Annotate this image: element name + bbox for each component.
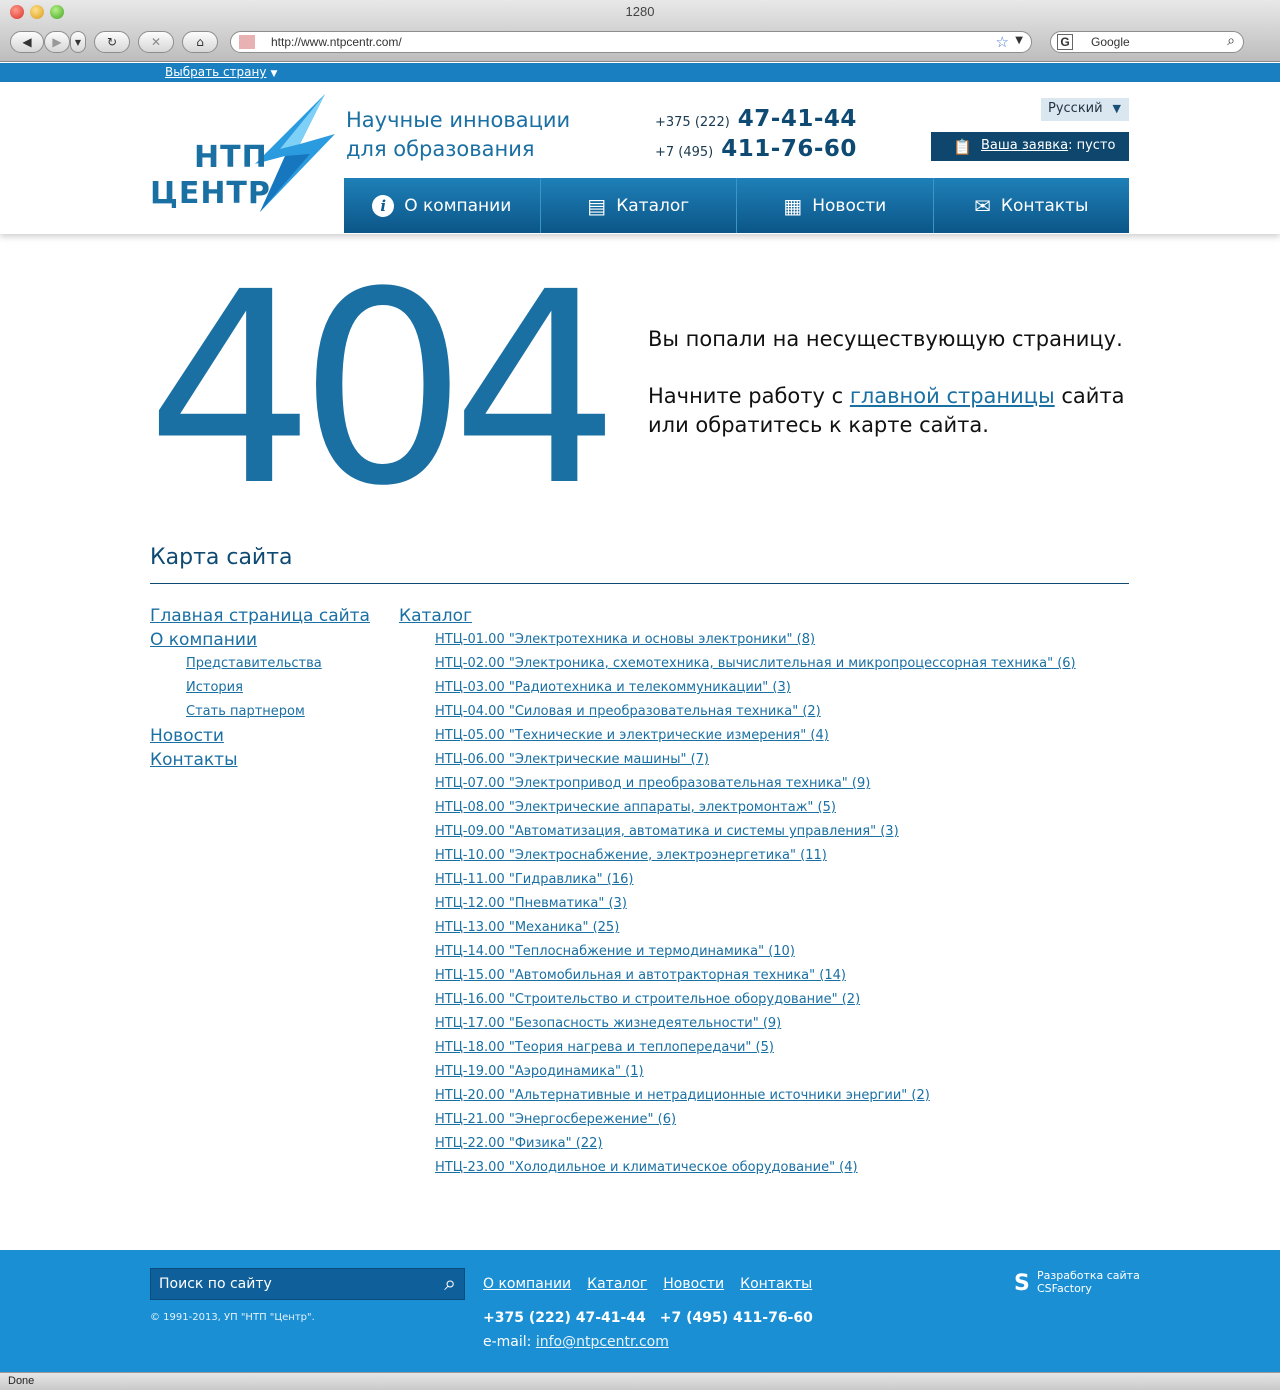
logo-text-line2: ЦЕНТР: [150, 176, 271, 211]
error-hint-before: Начните работу с: [648, 384, 844, 408]
sitemap-link-partner[interactable]: Стать партнером: [186, 704, 305, 719]
history-dropdown-button[interactable]: [70, 31, 86, 53]
stop-icon: ✕: [150, 35, 162, 49]
email-label: e-mail:: [483, 1334, 532, 1350]
site-header: [0, 82, 1280, 234]
sitemap-link-contacts[interactable]: Контакты: [150, 750, 238, 770]
catalog-item[interactable]: НТЦ-21.00 "Энергосбережение" (6): [435, 1112, 677, 1127]
site-footer: [0, 1250, 1280, 1372]
sitemap-link-home[interactable]: Главная страница сайта: [150, 606, 370, 626]
caret-down-icon: ▼: [270, 69, 278, 79]
dev-line2: CSFactory: [1037, 1282, 1092, 1295]
request-cart[interactable]: [931, 132, 1129, 161]
footer-phones: [483, 1310, 827, 1326]
sitemap-left-column: [150, 604, 370, 772]
catalog-item[interactable]: НТЦ-23.00 "Холодильное и климатическое оборудование" (4): [435, 1160, 858, 1175]
clipboard-icon: 📋: [953, 138, 972, 156]
sitemap-divider: [150, 583, 1129, 584]
catalog-item[interactable]: НТЦ-20.00 "Альтернативные и нетрадиционные источники энергии" (2): [435, 1088, 930, 1103]
error-hint-after: сайта: [1061, 384, 1125, 408]
back-arrow-icon: ◀: [22, 35, 32, 49]
error-message: Вы попали на несуществующую страницу.: [648, 327, 1123, 351]
back-button[interactable]: [10, 31, 44, 53]
nav-item-catalog[interactable]: [541, 178, 738, 233]
footer-link-catalog[interactable]: Каталог: [587, 1276, 648, 1292]
chevron-down-icon: ▼: [74, 37, 82, 47]
cart-link[interactable]: Ваша заявка: [981, 138, 1069, 153]
logo[interactable]: [150, 94, 340, 214]
nav-label: Каталог: [616, 195, 690, 216]
catalog-item[interactable]: НТЦ-17.00 "Безопасность жизнедеятельности" (9): [435, 1016, 782, 1031]
url-dropdown-icon[interactable]: ▼: [1015, 35, 1023, 46]
status-text: Done: [8, 1375, 35, 1387]
google-engine-icon[interactable]: G: [1057, 34, 1073, 50]
footer-search[interactable]: [150, 1268, 465, 1300]
catalog-item[interactable]: НТЦ-08.00 "Электрические аппараты, электромонтаж" (5): [435, 800, 836, 815]
catalog-item[interactable]: НТЦ-02.00 "Электроника, схемотехника, вычислительная и микропроцессорная техника" (6): [435, 656, 1076, 671]
browser-search-input[interactable]: Google: [1091, 35, 1130, 49]
catalog-item[interactable]: НТЦ-03.00 "Радиотехника и телекоммуникации" (3): [435, 680, 791, 695]
stop-button[interactable]: [138, 31, 174, 53]
dev-line1: Разработка сайта: [1037, 1269, 1140, 1282]
cart-status: : пусто: [1068, 138, 1116, 153]
footer-nav: [483, 1276, 812, 1292]
newspaper-icon: ▦: [783, 193, 803, 218]
info-icon: i: [372, 195, 394, 217]
home-icon: ⌂: [196, 35, 204, 49]
sitemap-title: Карта сайта: [150, 545, 293, 570]
language-selector[interactable]: [1041, 98, 1129, 121]
footer-link-about[interactable]: О компании: [483, 1276, 572, 1292]
developer-credit[interactable]: [1014, 1269, 1140, 1295]
search-icon[interactable]: ⌕: [1227, 33, 1235, 49]
top-strip: [0, 63, 1280, 82]
copyright: © 1991-2013, УП "НТП "Центр".: [150, 1312, 315, 1323]
csfactory-logo-icon: S: [1014, 1271, 1030, 1296]
address-bar[interactable]: [230, 31, 1032, 53]
bookmark-star-icon[interactable]: ☆: [995, 33, 1009, 51]
forward-arrow-icon: ▶: [52, 35, 62, 49]
catalog-item[interactable]: НТЦ-09.00 "Автоматизация, автоматика и системы управления" (3): [435, 824, 899, 839]
sitemap-catalog-column: [399, 604, 1076, 1180]
catalog-item[interactable]: НТЦ-14.00 "Теплоснабжение и термодинамика" (10): [435, 944, 795, 959]
tagline-line2: для образования: [346, 137, 535, 161]
catalog-item[interactable]: НТЦ-10.00 "Электроснабжение, электроэнергетика" (11): [435, 848, 827, 863]
catalog-item[interactable]: НТЦ-18.00 "Теория нагрева и теплопередачи" (5): [435, 1040, 774, 1055]
catalog-icon: ▤: [587, 193, 607, 218]
reload-icon: ↻: [106, 35, 118, 49]
country-selector-label: Выбрать страну: [165, 65, 267, 79]
footer-phone-russia: +7 (495) 411-76-60: [659, 1310, 813, 1326]
browser-toolbar: [0, 0, 1280, 62]
home-button[interactable]: [182, 31, 218, 53]
catalog-item[interactable]: НТЦ-05.00 "Технические и электрические измерения" (4): [435, 728, 829, 743]
search-icon[interactable]: ⌕: [444, 1271, 456, 1295]
nav-item-news[interactable]: [737, 178, 934, 233]
language-label: Русский: [1048, 101, 1103, 116]
phone-code: +375 (222): [655, 115, 730, 130]
sitemap-link-history[interactable]: История: [186, 680, 243, 695]
phone-number: 47-41-44: [737, 106, 857, 132]
browser-status-bar: [0, 1372, 1280, 1390]
nav-item-contacts[interactable]: [934, 178, 1130, 233]
envelope-icon: ✉: [974, 193, 991, 218]
footer-phone-belarus: +375 (222) 47-41-44: [483, 1310, 646, 1326]
favicon-icon: [239, 35, 255, 49]
catalog-item[interactable]: НТЦ-06.00 "Электрические машины" (7): [435, 752, 710, 767]
email-link[interactable]: info@ntpcentr.com: [535, 1334, 669, 1350]
catalog-item[interactable]: НТЦ-15.00 "Автомобильная и автотракторная техника" (14): [435, 968, 846, 983]
nav-label: О компании: [404, 195, 512, 216]
caret-down-icon: ▼: [1112, 102, 1121, 115]
error-hint: [648, 382, 1125, 440]
browser-search-box[interactable]: [1050, 31, 1244, 53]
phone-russia: [655, 136, 857, 162]
nav-label: Контакты: [1000, 195, 1089, 216]
catalog-item[interactable]: НТЦ-11.00 "Гидравлика" (16): [435, 872, 634, 887]
phone-belarus: [655, 106, 857, 132]
country-selector[interactable]: [165, 65, 277, 79]
catalog-item[interactable]: НТЦ-13.00 "Механика" (25): [435, 920, 620, 935]
catalog-item[interactable]: НТЦ-01.00 "Электротехника и основы электроники" (8): [435, 632, 816, 647]
phone-number: 411-76-60: [721, 136, 857, 162]
footer-email: [483, 1334, 669, 1350]
catalog-item[interactable]: НТЦ-16.00 "Строительство и строительное оборудование" (2): [435, 992, 861, 1007]
catalog-item[interactable]: НТЦ-07.00 "Электропривод и преобразовательная техника" (9): [435, 776, 871, 791]
sitemap-link-news[interactable]: Новости: [150, 726, 224, 746]
footer-link-contacts[interactable]: Контакты: [740, 1276, 813, 1292]
error-code: 404: [146, 236, 604, 544]
phone-code: +7 (495): [655, 145, 714, 160]
error-hint-line2: или обратитесь к карте сайта.: [648, 413, 989, 437]
footer-search-input[interactable]: Поиск по сайту: [159, 1276, 272, 1292]
catalog-item[interactable]: НТЦ-04.00 "Силовая и преобразовательная техника" (2): [435, 704, 821, 719]
main-nav: [344, 178, 1129, 233]
sitemap-link-offices[interactable]: Представительства: [186, 656, 322, 671]
home-page-link[interactable]: главной страницы: [849, 384, 1055, 408]
catalog-item[interactable]: НТЦ-19.00 "Аэродинамика" (1): [435, 1064, 644, 1079]
window-title: 1280: [625, 4, 655, 19]
forward-button[interactable]: [44, 31, 70, 53]
sitemap-link-catalog[interactable]: Каталог: [399, 606, 473, 626]
catalog-item[interactable]: НТЦ-12.00 "Пневматика" (3): [435, 896, 627, 911]
sitemap-link-about[interactable]: О компании: [150, 630, 258, 650]
tagline: [346, 106, 570, 164]
catalog-item[interactable]: НТЦ-22.00 "Физика" (22): [435, 1136, 603, 1151]
logo-text-line1: НТП: [194, 140, 268, 175]
footer-link-news[interactable]: Новости: [663, 1276, 725, 1292]
nav-item-about[interactable]: [344, 178, 541, 233]
url-text[interactable]: http://www.ntpcentr.com/: [271, 35, 402, 49]
tagline-line1: Научные инновации: [346, 108, 571, 132]
reload-button[interactable]: [94, 31, 130, 53]
nav-label: Новости: [812, 195, 887, 216]
